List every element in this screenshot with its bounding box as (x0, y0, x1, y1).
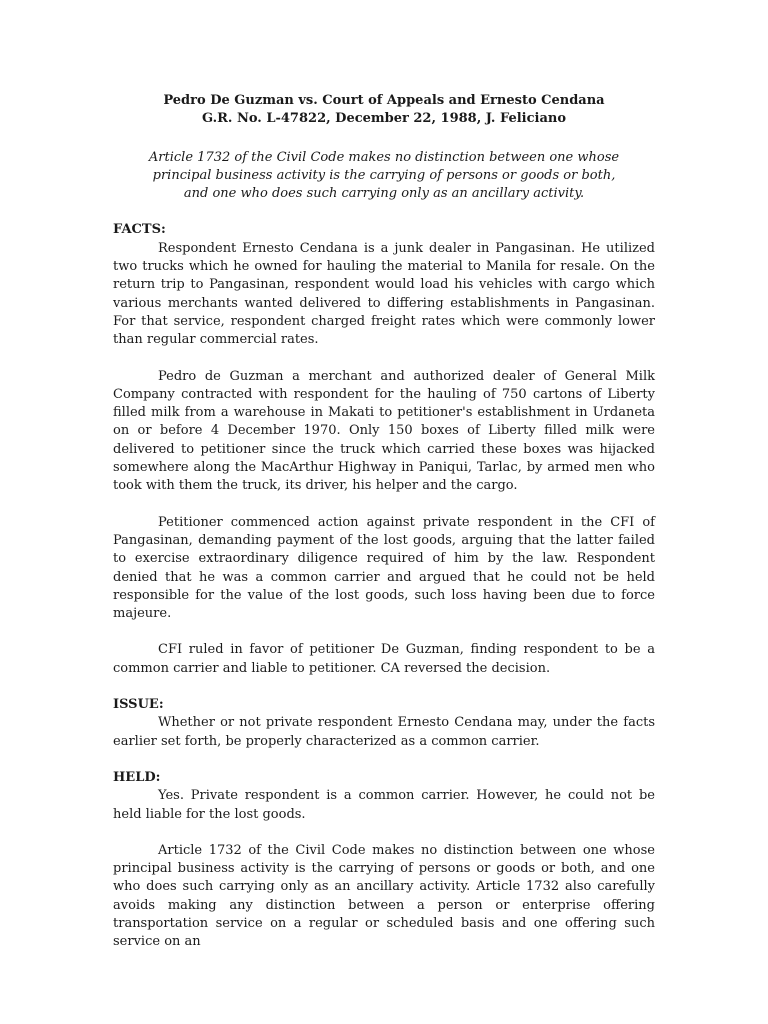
case-summary: Article 1732 of the Civil Code makes no distinction between one whose principal business activity is the carrying of persons or goods or both, and one who does such carrying only as an ancillary activity. (148, 149, 620, 202)
held-section (113, 769, 655, 952)
case-citation: G.R. No. L-47822, December 22, 1988, J. Feliciano (201, 111, 567, 127)
held-heading: HELD: (113, 769, 161, 785)
issue-section (113, 696, 655, 751)
facts-heading: FACTS: (113, 222, 166, 238)
facts-paragraph: CFI ruled in favor of petitioner De Guzman, finding respondent to be a common carrier and liable to petitioner. CA reversed the decision. (113, 642, 655, 676)
held-paragraph: Yes. Private respondent is a common carrier. However, he could not be held liable for the lost goods. (113, 788, 655, 822)
facts-paragraph: Petitioner commenced action against private respondent in the CFI of Pangasinan, demanding payment of the lost goods, arguing that the latter failed to exercise extraordinary diligence required of him by the law. Respondent denied that he was a common carrier and argued that he could not be held responsible for the value of the lost goods, such loss having been due to force majeure. (113, 514, 655, 622)
issue-paragraph: Whether or not private respondent Ernesto Cendana may, under the facts earlier set forth, be properly characterized as a common carrier. (113, 715, 655, 749)
facts-section (113, 221, 655, 678)
facts-paragraph: Pedro de Guzman a merchant and authorized dealer of General Milk Company contracted with respondent for the hauling of 750 cartons of Liberty filled milk from a warehouse in Makati to petitioner's establishment in Urdaneta on or before 4 December 1970. Only 150 boxes of Liberty filled milk were delivered to petitioner since the truck which carried these boxes was hijacked somewhere along the MacArthur Highway in Paniqui, Tarlac, by armed men who took with them the truck, its driver, his helper and the cargo. (113, 368, 655, 494)
case-title: Pedro De Guzman vs. Court of Appeals and Ernesto Cendana (163, 93, 605, 108)
document-page (113, 92, 655, 970)
facts-paragraph: Respondent Ernesto Cendana is a junk dealer in Pangasinan. He utilized two trucks which he owned for hauling the material to Manila for resale. On the return trip to Pangasinan, respondent would load his vehicles with cargo which various merchants wanted delivered to differing establishments in Pangasinan. For that service, respondent charged freight rates which were commonly lower than regular commercial rates. (113, 240, 655, 348)
issue-heading: ISSUE: (113, 697, 164, 713)
held-paragraph: Article 1732 of the Civil Code makes no distinction between one whose principal business activity is the carrying of persons or goods or both, and one who does such carrying only as an ancillary activity. Article 1732 also carefully avoids making any distinction between a person or enterprise offering transportation service on a regular or scheduled basis and one offering such service on an (113, 842, 655, 950)
